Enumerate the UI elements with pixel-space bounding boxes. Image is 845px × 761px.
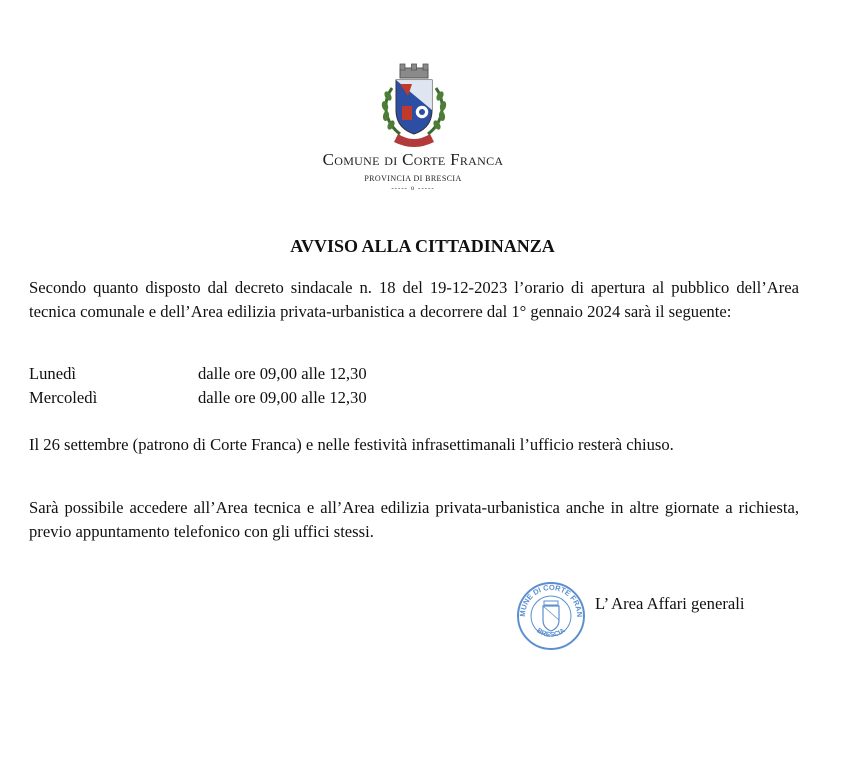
paragraph-intro: Secondo quanto disposto dal decreto sindacale n. 18 del 19-12-2023 l’orario di apertura al pubblico dell’Area tecnica comunale e dell’Area edilizia privata-urbanistica a decorrere dal 1° gennaio 2024 sarà il seguente:	[29, 278, 799, 321]
municipal-coat-of-arms-icon	[378, 62, 450, 150]
stamp-text-top: MUNE DI CORTE FRAN	[517, 582, 585, 618]
schedule-row	[29, 362, 529, 386]
paragraph-appointments: Sarà possibile accedere all’Area tecnica e all’Area edilizia privata-urbanistica anche in altre giornate a richiesta, previo appuntamento telefonico con gli uffici stessi.	[29, 498, 799, 541]
signature-office: L’ Area Affari generali	[595, 594, 745, 613]
opening-hours-schedule	[29, 362, 529, 409]
paragraph-closures: Il 26 settembre (patrono di Corte Franca) e nelle festività infrasettimanali l’ufficio resterà chiuso.	[29, 435, 674, 454]
document-title: AVVISO ALLA CITTADINANZA	[290, 236, 555, 256]
schedule-row	[29, 386, 529, 410]
org-province: PROVINCIA DI BRESCIA	[364, 174, 462, 183]
official-stamp-icon	[515, 580, 587, 650]
org-ornament: ----- o -----	[391, 184, 435, 192]
org-name: Comune di Corte Franca	[322, 150, 504, 169]
schedule-day: Lunedì	[29, 364, 77, 383]
stamp-text-bottom: BRESCIA	[535, 627, 567, 639]
schedule-day: Mercoledì	[29, 387, 98, 407]
schedule-hours: dalle ore 09,00 alle 12,30	[198, 364, 367, 383]
schedule-hours: dalle ore 09,00 alle 12,30	[198, 387, 367, 407]
svg-text:BRESCIA	[535, 627, 566, 639]
